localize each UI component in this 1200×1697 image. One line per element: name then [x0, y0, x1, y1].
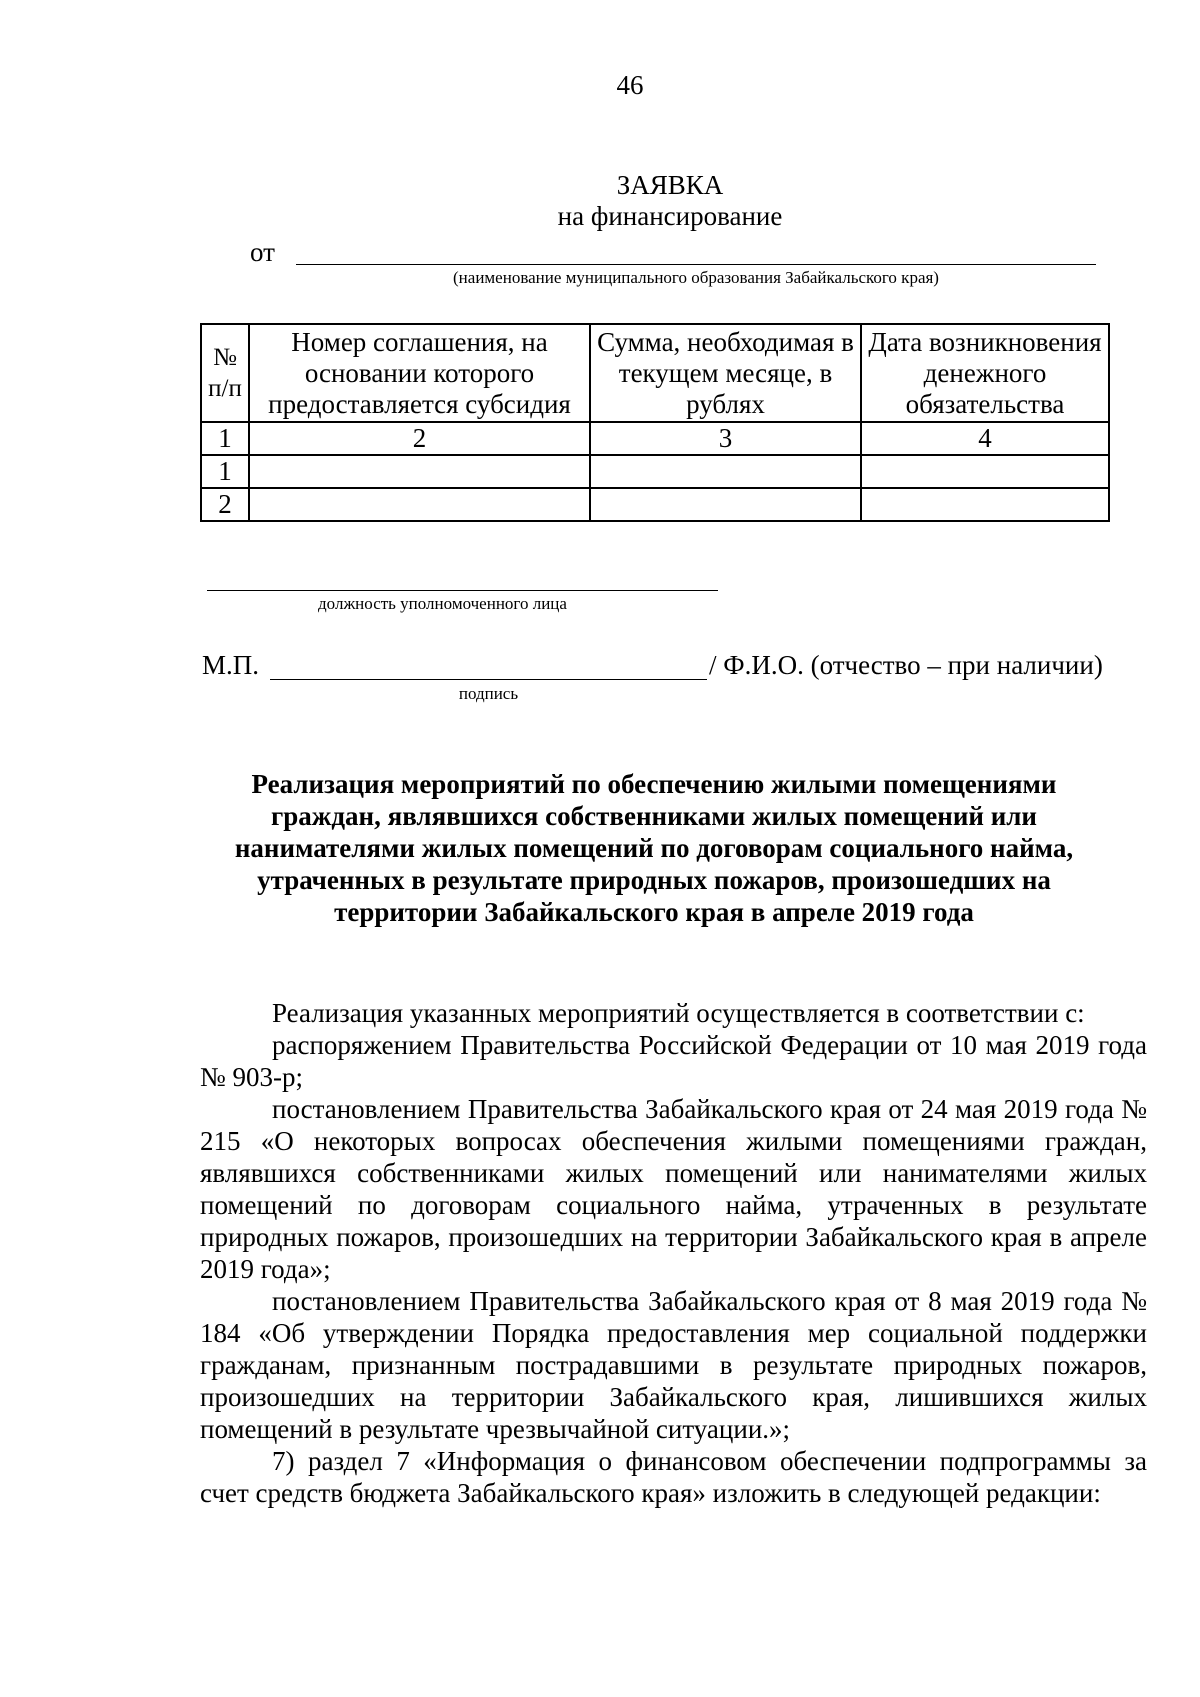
header-cell-agreement: Номер соглашения, на основании которого предоставляется субсидия — [249, 324, 590, 422]
body-paragraph: 7) раздел 7 «Информация о финансовом обеспечении подпрограммы за счет средств бюджета Забайкальского края» изложить в следующей редакции: — [200, 1446, 1147, 1508]
table-cell — [249, 488, 590, 521]
form-title: ЗАЯВКА — [616, 170, 724, 200]
stamp-label: М.П. — [202, 650, 260, 680]
table-cell — [861, 455, 1109, 488]
from-fill-line — [296, 264, 1096, 265]
from-label: от — [250, 237, 275, 267]
table-cell — [590, 488, 861, 521]
body-paragraph: постановлением Правительства Забайкальского края от 24 мая 2019 года № 215 «О некоторых вопросах обеспечения жилыми помещениями граждан, являвшихся собственниками жилых помещений или нанимателями жилых помещений по договорам социального найма, утраченных в результате природных пожаров, произошедших на территории Забайкальского края в апреле 2019 года»; — [200, 1094, 1147, 1284]
fio-label: / Ф.И.О. (отчество – при наличии) — [709, 650, 1103, 680]
table-row — [201, 488, 1109, 521]
column-number: 3 — [590, 422, 861, 455]
page-number: 46 — [616, 70, 644, 100]
table-cell — [249, 455, 590, 488]
signature-fill-line — [270, 679, 707, 680]
column-number: 2 — [249, 422, 590, 455]
header-cell-date: Дата возникновения денежного обязательства — [861, 324, 1109, 422]
body-paragraph: Реализация указанных мероприятий осуществляется в соответствии с: — [272, 998, 1085, 1028]
position-caption: должность уполномоченного лица — [318, 594, 567, 613]
form-subtitle: на финансирование — [557, 201, 783, 231]
table-cell: 2 — [201, 488, 249, 521]
header-cell-amount: Сумма, необходимая в текущем месяце, в рублях — [590, 324, 861, 422]
table-cell: 1 — [201, 455, 249, 488]
table-header-row — [201, 324, 1109, 422]
table-cell — [861, 488, 1109, 521]
signature-caption: подпись — [458, 684, 519, 703]
body-paragraph: распоряжением Правительства Российской Федерации от 10 мая 2019 года № 903-р; — [200, 1030, 1147, 1092]
column-number: 4 — [861, 422, 1109, 455]
header-cell-number: № п/п — [201, 324, 249, 422]
table-row — [201, 455, 1109, 488]
column-number-row — [201, 422, 1109, 455]
table-cell — [590, 455, 861, 488]
from-caption: (наименование муниципального образования Забайкальского края) — [453, 268, 939, 287]
column-number: 1 — [201, 422, 249, 455]
request-table — [200, 323, 1110, 522]
position-fill-line — [207, 590, 718, 591]
section-heading: Реализация мероприятий по обеспечению жилыми помещениями граждан, являвшихся собственниками жилых помещений или нанимателями жилых помещений по договорам социального найма, утраченных в результате природных пожаров, произошедших на территории Забайкальского края в апреле 2019 года — [234, 769, 1074, 927]
body-paragraph: постановлением Правительства Забайкальского края от 8 мая 2019 года № 184 «Об утверждении Порядка предоставления мер социальной поддержки гражданам, признанным пострадавшими в результате природных пожаров, произошедших на территории Забайкальского края, лишившихся жилых помещений в результате чрезвычайной ситуации.»; — [200, 1286, 1147, 1444]
